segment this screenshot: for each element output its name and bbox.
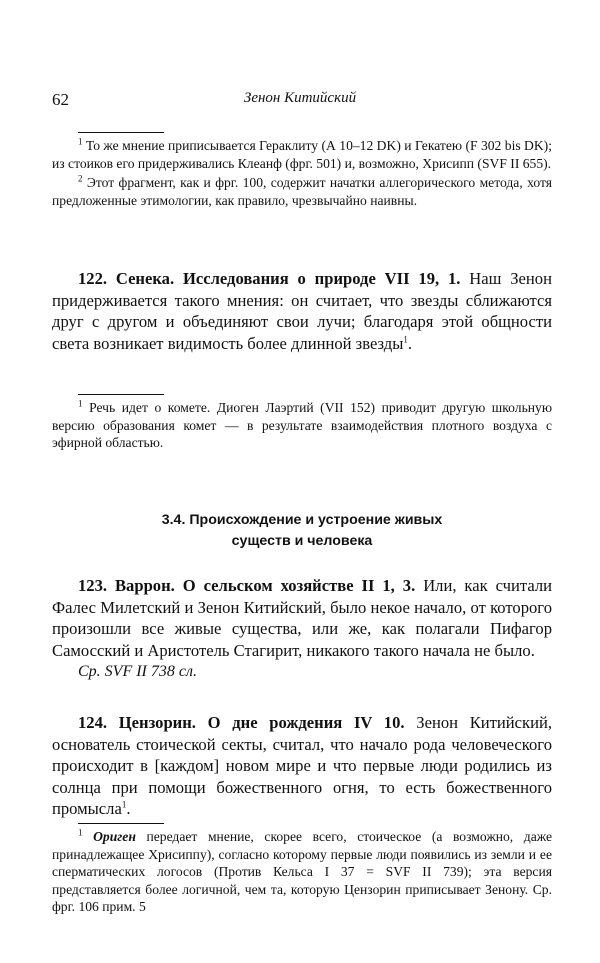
section-heading-line-2: существ и человека [231, 533, 373, 549]
footnote-mark: 1 [78, 398, 83, 409]
top-footnotes [52, 132, 552, 209]
running-title: Зенон Китийский [243, 90, 357, 106]
footnote-text: Речь идет о комете. Диоген Лаэртий (VII 152) приводит другую школьную версию образования комет — в результате взаимодействия плотного воздуха с эфирной областью. [52, 400, 552, 450]
footnote-text: передает мнение, скорее всего, стоическое (а возможно, даже принадлежащее Хрисиппу), согласно которому первые люди появились из земли и ее сперматических логосов (Против Кельса I 37 = SVF II 739); эта версия представляется более логичной, чем та, которую Цензорин приписывает Зенону. Ср. фрг. 106 прим. 5 [52, 829, 552, 914]
fragment-heading: 122. Сенека. Исследования о природе VII 19, 1. [78, 269, 461, 288]
footnote-124 [52, 828, 552, 916]
footnote-rule [78, 132, 164, 133]
footnote-rule [78, 823, 164, 824]
footnote-2 [52, 174, 552, 209]
page-number: 62 [52, 90, 69, 109]
cross-reference: Ср. SVF II 738 сл. [78, 663, 197, 681]
fragment-122: 122. Сенека. Исследования о природе VII 19, 1. Наш Зенон придерживается такого мнения: он считает, что звезды сближаются друг с другом и объединяют свои лучи; благодаря этой общности света возникает видимость более длинной звезды$^1$. [52, 269, 552, 353]
note-mark: 1 [403, 334, 408, 345]
footnote-mark: 1 [78, 136, 83, 147]
note-mark: 1 [121, 799, 127, 810]
fragment-124: 124. Цензорин. О дне рождения IV 10. Зенон Китийский, основатель стоической секты, считал, что начало рода человеческого происходит в [каждом] новом мире и что первые люди родились из солнца при помощи божественного огня, то есть божественного промысла$^1$. [52, 713, 552, 819]
fragment-text: Наш Зенон придерживается такого мнения: он считает, что звезды сближаются друг с другом и объединяют свои лучи; благодаря этой общности света возникает видимость более длинной звезды [52, 269, 552, 353]
footnote-text: Этот фрагмент, как и фрг. 100, содержит начатки аллегорического метода, хотя предложенные этимологии, как правило, чрезвычайно наивны. [52, 175, 552, 208]
footnote-mark: 1 [78, 827, 83, 838]
footnote-mark: 2 [78, 173, 83, 184]
footnote-block-124 [52, 823, 552, 916]
footnote-122 [52, 399, 552, 452]
footnote-text: То же мнение приписывается Гераклиту (А 10–12 DK) и Гекатею (F 302 bis DK); из стоиков его придерживались Клеанф (фрг. 501) и, возможно, Хрисипп (SVF II 655). [52, 138, 552, 171]
fragment-heading: 123. Варрон. О сельском хозяйстве II 1, 3. [78, 576, 416, 595]
footnote-author: Ориген [93, 829, 136, 844]
page-header [52, 90, 548, 112]
footnote-1 [52, 137, 552, 172]
fragment-text: Зенон Китийский, основатель стоической секты, считал, что начало рода человеческого происходит в [каждом] новом мире и что первые люди родились из солнца при помощи божественного огня, то есть божественного промысла [52, 713, 552, 819]
footnote-rule [78, 394, 164, 395]
fragment-heading: 124. Цензорин. О дне рождения IV 10. [78, 713, 405, 732]
section-heading [52, 510, 552, 552]
footnote-block-122 [52, 394, 552, 452]
fragment-123 [52, 575, 552, 683]
fragment-text: Или, как считали Фалес Милетский и Зенон Китийский, было некое начало, от которого произошли все живые существа, или же, как полагали Пифагор Самосский и Аристотель Стагирит, никакого такого начала не было. [52, 576, 552, 660]
section-heading-line-1: 3.4. Происхождение и устроение живых [161, 512, 443, 528]
